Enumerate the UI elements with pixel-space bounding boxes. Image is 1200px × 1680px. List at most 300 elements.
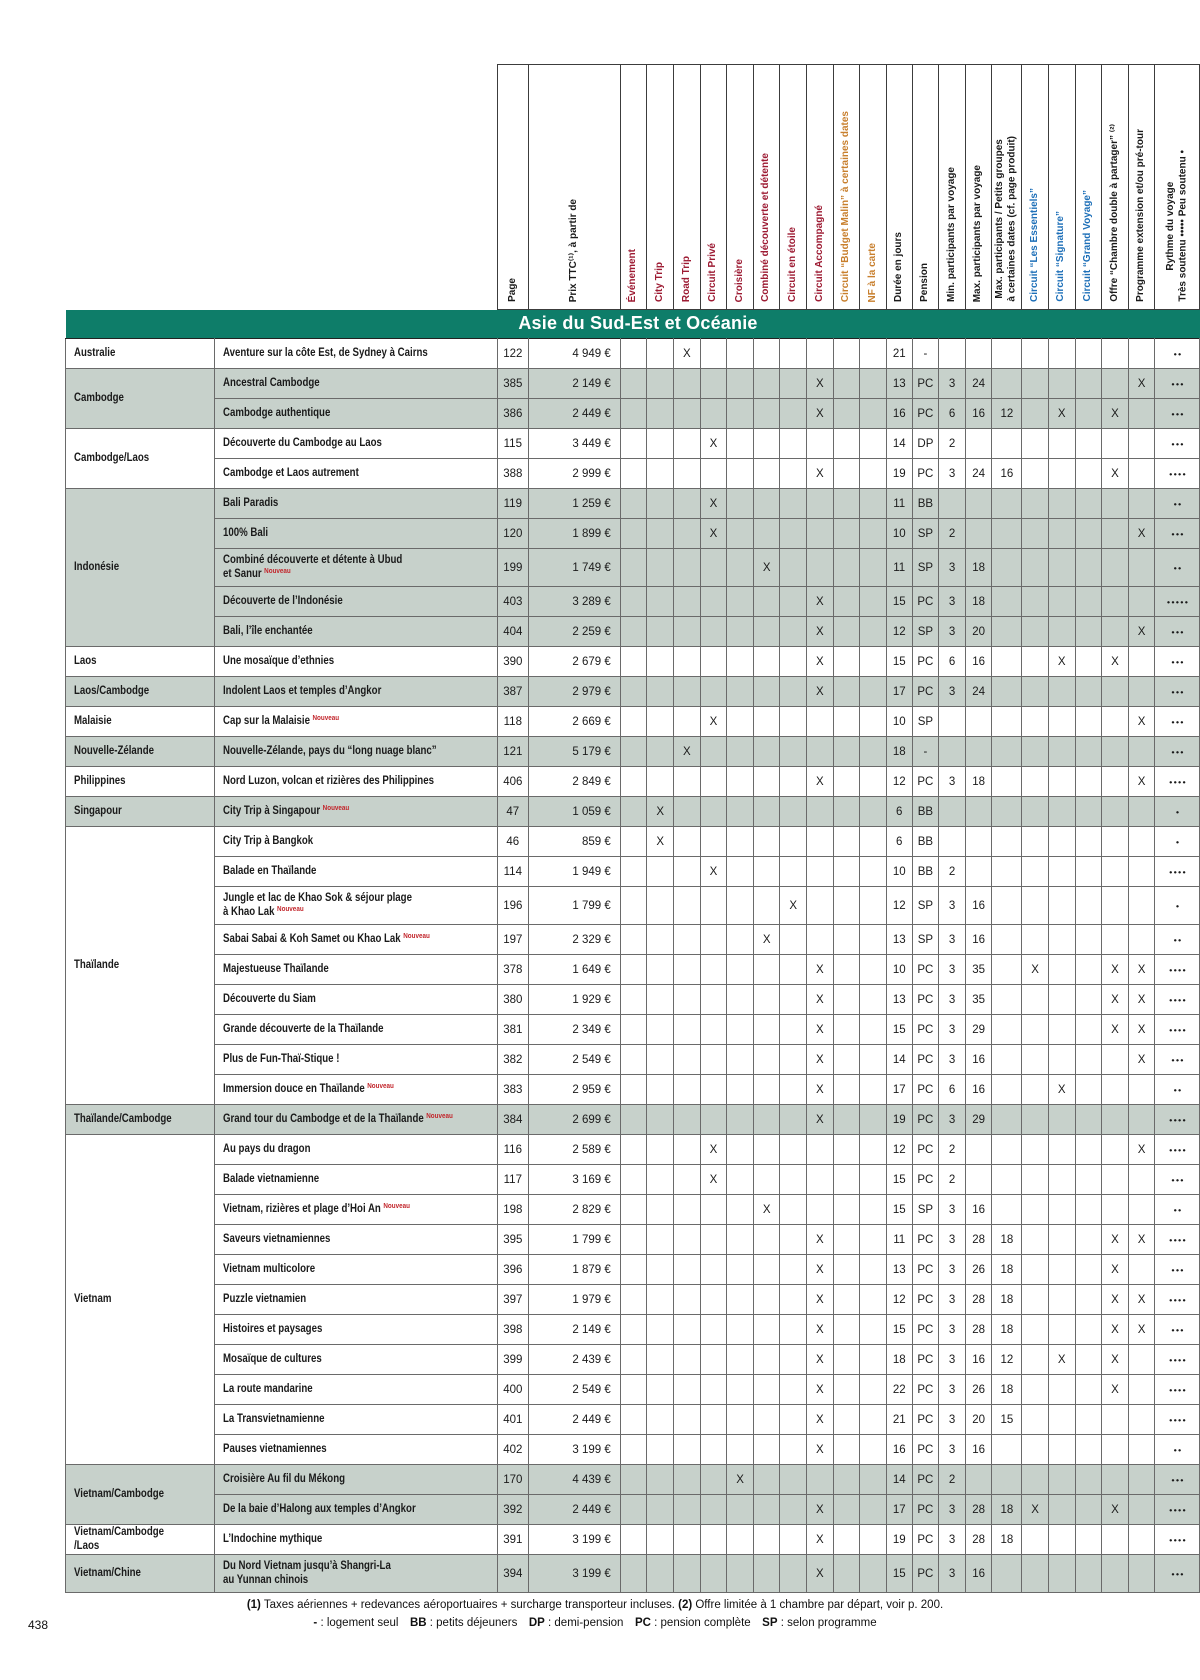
table-row [66, 827, 1200, 857]
table-row [66, 489, 1200, 519]
empty-cell-croisiere [727, 827, 754, 857]
empty-cell-combine [753, 429, 780, 459]
empty-cell-evenement [620, 707, 647, 737]
price-cell: 3 449 € [528, 429, 620, 459]
empty-cell-carte [860, 1285, 887, 1315]
table-row [66, 617, 1200, 647]
empty-cell-gv [1075, 1405, 1102, 1435]
small-cell [992, 617, 1022, 647]
empty-cell-road [674, 797, 701, 827]
empty-cell-sig [1048, 1195, 1075, 1225]
empty-cell-sig [1048, 1405, 1075, 1435]
trip-cell: Bali, l’île enchantée [215, 617, 498, 647]
empty-cell-croisiere [727, 1105, 754, 1135]
empty-cell-gv [1075, 737, 1102, 767]
empty-cell-croisiere [727, 1525, 754, 1555]
mark-cell-combine: X [753, 549, 780, 587]
empty-cell-evenement [620, 1345, 647, 1375]
board-cell: PC [912, 1255, 939, 1285]
empty-cell-prive [700, 955, 727, 985]
max-cell: 26 [965, 1255, 992, 1285]
small-cell: 12 [992, 399, 1022, 429]
days-cell: 19 [886, 1525, 912, 1555]
mark-cell-etoile: X [780, 887, 807, 925]
table-row [66, 737, 1200, 767]
price-cell: 3 169 € [528, 1165, 620, 1195]
empty-cell-sig [1048, 489, 1075, 519]
pace-cell: •• [1155, 1075, 1200, 1105]
days-cell: 13 [886, 925, 912, 955]
trip-cell: Immersion douce en Thaïlande $^{Nouveau}$ [215, 1075, 498, 1105]
empty-cell-share [1102, 1105, 1129, 1135]
max-cell: 24 [965, 677, 992, 707]
price-cell: 2 849 € [528, 767, 620, 797]
days-cell: 6 [886, 827, 912, 857]
empty-cell-croisiere [727, 1495, 754, 1525]
empty-cell-croisiere [727, 1285, 754, 1315]
days-cell: 15 [886, 1195, 912, 1225]
empty-cell-city [647, 617, 674, 647]
empty-cell-etoile [780, 925, 807, 955]
empty-cell-gv [1075, 519, 1102, 549]
mark-cell-accompagne: X [807, 1315, 834, 1345]
empty-cell-gv [1075, 767, 1102, 797]
empty-cell-accompagne [807, 1165, 834, 1195]
country-cell: Cambodge/Laos [66, 429, 215, 489]
empty-cell-prive [700, 985, 727, 1015]
empty-cell-share [1102, 1435, 1129, 1465]
empty-cell-prive [700, 1045, 727, 1075]
small-cell [992, 587, 1022, 617]
days-cell: 14 [886, 1045, 912, 1075]
empty-cell-ext [1128, 737, 1155, 767]
empty-cell-carte [860, 1525, 887, 1555]
min-cell: 2 [939, 857, 966, 887]
empty-cell-city [647, 519, 674, 549]
empty-cell-budget [833, 1375, 860, 1405]
column-header-city: City Trip [647, 65, 674, 310]
empty-cell-sig [1048, 617, 1075, 647]
mark-cell-share: X [1102, 647, 1129, 677]
empty-cell-evenement [620, 1135, 647, 1165]
pace-cell: ••••• [1155, 587, 1200, 617]
min-cell: 3 [939, 985, 966, 1015]
table-row [66, 459, 1200, 489]
price-cell: 1 929 € [528, 985, 620, 1015]
price-cell: 3 199 € [528, 1435, 620, 1465]
empty-cell-road [674, 955, 701, 985]
empty-cell-gv [1075, 1255, 1102, 1285]
empty-cell-budget [833, 1135, 860, 1165]
pace-cell: •••• [1155, 767, 1200, 797]
empty-cell-combine [753, 1045, 780, 1075]
empty-cell-etoile [780, 1405, 807, 1435]
board-cell: PC [912, 677, 939, 707]
mark-cell-ext: X [1128, 955, 1155, 985]
board-cell: PC [912, 1555, 939, 1593]
empty-cell-city [647, 1045, 674, 1075]
price-cell: 3 199 € [528, 1525, 620, 1555]
empty-cell-ext [1128, 1255, 1155, 1285]
max-cell: 28 [965, 1525, 992, 1555]
empty-cell-croisiere [727, 707, 754, 737]
pace-cell: ••• [1155, 429, 1200, 459]
column-header-share: Offre “Chambre double à partager” ⁽²⁾ [1102, 65, 1129, 310]
mark-cell-share: X [1102, 1015, 1129, 1045]
empty-cell-ess [1022, 1435, 1049, 1465]
trip-cell: Histoires et paysages [215, 1315, 498, 1345]
empty-cell-ess [1022, 985, 1049, 1015]
mark-cell-ext: X [1128, 1315, 1155, 1345]
empty-cell-gv [1075, 1345, 1102, 1375]
page-cell: 400 [497, 1375, 528, 1405]
empty-cell-etoile [780, 1345, 807, 1375]
trip-cell: Pauses vietnamiennes [215, 1435, 498, 1465]
empty-cell-etoile [780, 677, 807, 707]
trip-cell: Mosaïque de cultures [215, 1345, 498, 1375]
days-cell: 21 [886, 339, 912, 369]
mark-cell-accompagne: X [807, 1225, 834, 1255]
board-cell: PC [912, 1525, 939, 1555]
empty-cell-combine [753, 887, 780, 925]
mark-cell-accompagne: X [807, 369, 834, 399]
empty-cell-share [1102, 857, 1129, 887]
days-cell: 22 [886, 1375, 912, 1405]
small-cell [992, 429, 1022, 459]
empty-cell-accompagne [807, 827, 834, 857]
mark-cell-accompagne: X [807, 1525, 834, 1555]
pace-cell: ••• [1155, 1045, 1200, 1075]
max-cell: 18 [965, 587, 992, 617]
empty-cell-etoile [780, 707, 807, 737]
empty-cell-share [1102, 1075, 1129, 1105]
price-cell: 2 439 € [528, 1345, 620, 1375]
small-cell [992, 677, 1022, 707]
empty-cell-etoile [780, 519, 807, 549]
empty-cell-evenement [620, 617, 647, 647]
empty-cell-accompagne [807, 1465, 834, 1495]
max-cell: 16 [965, 1195, 992, 1225]
empty-cell-ext [1128, 1525, 1155, 1555]
empty-cell-budget [833, 1495, 860, 1525]
table-row [66, 707, 1200, 737]
empty-cell-prive [700, 1555, 727, 1593]
small-cell [992, 737, 1022, 767]
mark-cell-accompagne: X [807, 459, 834, 489]
max-cell: 16 [965, 1045, 992, 1075]
page-cell: 47 [497, 797, 528, 827]
empty-cell-gv [1075, 1105, 1102, 1135]
empty-cell-prive [700, 925, 727, 955]
page-cell: 398 [497, 1315, 528, 1345]
board-cell: SP [912, 925, 939, 955]
empty-cell-combine [753, 737, 780, 767]
empty-cell-budget [833, 1315, 860, 1345]
empty-cell-share [1102, 1525, 1129, 1555]
empty-cell-carte [860, 1045, 887, 1075]
empty-cell-carte [860, 1195, 887, 1225]
price-cell: 1 059 € [528, 797, 620, 827]
empty-cell-budget [833, 1525, 860, 1555]
empty-cell-combine [753, 985, 780, 1015]
mark-cell-prive: X [700, 707, 727, 737]
empty-cell-combine [753, 955, 780, 985]
price-cell: 4 439 € [528, 1465, 620, 1495]
empty-cell-ess [1022, 1315, 1049, 1345]
empty-cell-etoile [780, 459, 807, 489]
empty-cell-city [647, 677, 674, 707]
empty-cell-road [674, 1105, 701, 1135]
board-cell: PC [912, 1045, 939, 1075]
min-cell: 2 [939, 429, 966, 459]
trip-cell: Puzzle vietnamien [215, 1285, 498, 1315]
column-header-accompagne: Circuit Accompagné [807, 65, 834, 310]
max-cell: 16 [965, 1075, 992, 1105]
empty-cell-accompagne [807, 489, 834, 519]
empty-cell-carte [860, 1405, 887, 1435]
empty-cell-carte [860, 1225, 887, 1255]
empty-cell-ess [1022, 827, 1049, 857]
empty-cell-etoile [780, 587, 807, 617]
min-cell: 2 [939, 1465, 966, 1495]
mark-cell-accompagne: X [807, 1045, 834, 1075]
empty-cell-sig [1048, 1285, 1075, 1315]
mark-cell-share: X [1102, 399, 1129, 429]
mark-cell-accompagne: X [807, 1435, 834, 1465]
empty-cell-ess [1022, 1045, 1049, 1075]
empty-cell-gv [1075, 1165, 1102, 1195]
empty-cell-city [647, 737, 674, 767]
mark-cell-ess: X [1022, 955, 1049, 985]
empty-cell-share [1102, 1135, 1129, 1165]
empty-cell-etoile [780, 369, 807, 399]
empty-cell-combine [753, 489, 780, 519]
empty-cell-ess [1022, 1015, 1049, 1045]
empty-cell-ess [1022, 459, 1049, 489]
section-title: Asie du Sud-Est et Océanie [66, 310, 1200, 339]
column-header-pace: Rythme du voyage Très soutenu ••••• Peu soutenu • [1155, 65, 1200, 310]
empty-cell-road [674, 1315, 701, 1345]
mark-cell-accompagne: X [807, 1345, 834, 1375]
trip-cell: Vietnam, rizières et plage d’Hoi An $^{Nouveau}$ [215, 1195, 498, 1225]
empty-cell-etoile [780, 1015, 807, 1045]
small-cell [992, 985, 1022, 1015]
board-cell: PC [912, 955, 939, 985]
empty-cell-croisiere [727, 459, 754, 489]
empty-cell-ext [1128, 549, 1155, 587]
empty-cell-budget [833, 955, 860, 985]
empty-cell-city [647, 1165, 674, 1195]
page-cell: 386 [497, 399, 528, 429]
small-cell: 18 [992, 1255, 1022, 1285]
empty-cell-city [647, 647, 674, 677]
min-cell: 3 [939, 1375, 966, 1405]
empty-cell-gv [1075, 985, 1102, 1015]
mark-cell-share: X [1102, 1225, 1129, 1255]
empty-cell-prive [700, 1285, 727, 1315]
empty-cell-accompagne [807, 1195, 834, 1225]
country-cell: Thaïlande/Cambodge [66, 1105, 215, 1135]
pace-cell: ••• [1155, 519, 1200, 549]
empty-cell-carte [860, 1465, 887, 1495]
mark-cell-combine: X [753, 925, 780, 955]
voyage-overview-table [65, 64, 1200, 1593]
empty-cell-city [647, 1405, 674, 1435]
max-cell: 26 [965, 1375, 992, 1405]
page-cell: 118 [497, 707, 528, 737]
empty-cell-accompagne [807, 797, 834, 827]
empty-cell-carte [860, 737, 887, 767]
min-cell: 3 [939, 587, 966, 617]
pace-cell: •••• [1155, 1525, 1200, 1555]
empty-cell-evenement [620, 1165, 647, 1195]
empty-cell-combine [753, 707, 780, 737]
trip-cell: Nouvelle-Zélande, pays du “long nuage blanc” [215, 737, 498, 767]
country-cell: Philippines [66, 767, 215, 797]
empty-cell-road [674, 1225, 701, 1255]
empty-cell-combine [753, 827, 780, 857]
min-cell: 2 [939, 519, 966, 549]
pace-cell: ••• [1155, 1555, 1200, 1593]
mark-cell-city: X [647, 797, 674, 827]
min-cell: 6 [939, 1075, 966, 1105]
table-row [66, 549, 1200, 587]
pace-cell: ••• [1155, 1165, 1200, 1195]
empty-cell-ext [1128, 1375, 1155, 1405]
empty-cell-evenement [620, 925, 647, 955]
empty-cell-prive [700, 887, 727, 925]
page-cell: 199 [497, 549, 528, 587]
empty-cell-city [647, 1015, 674, 1045]
empty-cell-etoile [780, 617, 807, 647]
empty-cell-ess [1022, 737, 1049, 767]
empty-cell-ess [1022, 399, 1049, 429]
empty-cell-etoile [780, 1525, 807, 1555]
min-cell: 2 [939, 1135, 966, 1165]
empty-cell-ext [1128, 1435, 1155, 1465]
empty-cell-evenement [620, 857, 647, 887]
trip-cell: City Trip à Bangkok [215, 827, 498, 857]
table-row [66, 1465, 1200, 1495]
days-cell: 10 [886, 519, 912, 549]
small-cell [992, 489, 1022, 519]
empty-cell-carte [860, 617, 887, 647]
max-cell [965, 827, 992, 857]
empty-cell-etoile [780, 399, 807, 429]
empty-cell-budget [833, 985, 860, 1015]
empty-cell-carte [860, 369, 887, 399]
empty-cell-prive [700, 827, 727, 857]
empty-cell-gv [1075, 1285, 1102, 1315]
price-cell: 2 829 € [528, 1195, 620, 1225]
country-cell: Vietnam/Chine [66, 1555, 215, 1593]
page-number: 438 [28, 1618, 49, 1632]
empty-cell-ext [1128, 677, 1155, 707]
min-cell: 3 [939, 1555, 966, 1593]
page-cell: 197 [497, 925, 528, 955]
pace-cell: •••• [1155, 1135, 1200, 1165]
empty-cell-prive [700, 1075, 727, 1105]
mark-cell-share: X [1102, 1315, 1129, 1345]
empty-cell-combine [753, 519, 780, 549]
empty-cell-city [647, 1225, 674, 1255]
trip-cell: Combiné découverte et détente à Ubud et Sanur $^{Nouveau}$ [215, 549, 498, 587]
small-cell [992, 339, 1022, 369]
board-cell: - [912, 737, 939, 767]
mark-cell-ext: X [1128, 1135, 1155, 1165]
empty-cell-combine [753, 617, 780, 647]
empty-cell-road [674, 1525, 701, 1555]
mark-cell-share: X [1102, 1345, 1129, 1375]
pace-cell: ••• [1155, 369, 1200, 399]
price-cell: 2 449 € [528, 399, 620, 429]
empty-cell-city [647, 1435, 674, 1465]
empty-cell-road [674, 1435, 701, 1465]
empty-cell-combine [753, 1285, 780, 1315]
empty-cell-road [674, 1045, 701, 1075]
days-cell: 15 [886, 587, 912, 617]
empty-cell-gv [1075, 1195, 1102, 1225]
min-cell: 3 [939, 955, 966, 985]
empty-cell-city [647, 1195, 674, 1225]
empty-cell-road [674, 1135, 701, 1165]
min-cell [939, 797, 966, 827]
empty-cell-combine [753, 1375, 780, 1405]
mark-cell-prive: X [700, 1165, 727, 1195]
empty-cell-carte [860, 429, 887, 459]
small-cell: 12 [992, 1345, 1022, 1375]
table-row [66, 1525, 1200, 1555]
price-cell: 2 329 € [528, 925, 620, 955]
page-cell: 383 [497, 1075, 528, 1105]
price-cell: 1 749 € [528, 549, 620, 587]
empty-cell-prive [700, 1315, 727, 1345]
days-cell: 14 [886, 429, 912, 459]
empty-cell-etoile [780, 1435, 807, 1465]
pace-cell: ••• [1155, 707, 1200, 737]
pace-cell: •••• [1155, 1285, 1200, 1315]
empty-cell-croisiere [727, 1135, 754, 1165]
column-header-croisiere: Croisière [727, 65, 754, 310]
column-header-ext: Programme extension et/ou pré-tour [1128, 65, 1155, 310]
page-cell: 120 [497, 519, 528, 549]
empty-cell-budget [833, 339, 860, 369]
board-cell: PC [912, 1285, 939, 1315]
empty-cell-sig [1048, 797, 1075, 827]
empty-cell-budget [833, 887, 860, 925]
max-cell [965, 737, 992, 767]
small-cell [992, 549, 1022, 587]
page-cell: 395 [497, 1225, 528, 1255]
pace-cell: • [1155, 887, 1200, 925]
empty-cell-share [1102, 549, 1129, 587]
empty-cell-gv [1075, 1315, 1102, 1345]
country-cell: Singapour [66, 797, 215, 827]
empty-cell-budget [833, 549, 860, 587]
empty-cell-croisiere [727, 955, 754, 985]
table-row [66, 399, 1200, 429]
days-cell: 17 [886, 1075, 912, 1105]
empty-cell-etoile [780, 1495, 807, 1525]
trip-cell: Croisière Au fil du Mékong [215, 1465, 498, 1495]
pace-cell: •••• [1155, 1225, 1200, 1255]
empty-cell-city [647, 707, 674, 737]
column-header-combine: Combiné découverte et détente [753, 65, 780, 310]
header-blank-area [66, 65, 498, 310]
empty-cell-prive [700, 1255, 727, 1285]
table-row [66, 857, 1200, 887]
empty-cell-croisiere [727, 339, 754, 369]
